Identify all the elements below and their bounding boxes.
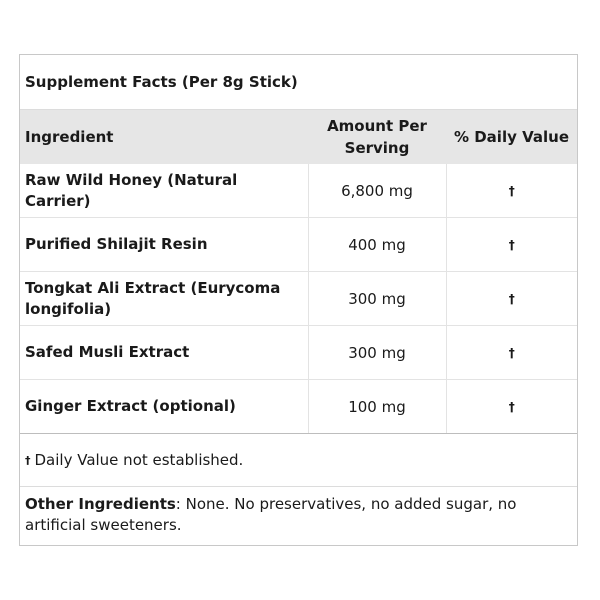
panel-title: Supplement Facts (Per 8g Stick) xyxy=(20,55,577,110)
ingredient-name: Tongkat Ali Extract (Eurycoma longifolia) xyxy=(20,272,308,326)
daily-value-dagger: † xyxy=(446,218,577,272)
table-row xyxy=(20,272,577,326)
ingredient-amount: 100 mg xyxy=(308,380,446,434)
ingredient-amount: 300 mg xyxy=(308,326,446,380)
other-ingredients-label: Other Ingredients xyxy=(25,495,176,513)
other-ingredients-text: : None. No preservatives, no added sugar, no artificial sweeteners. xyxy=(25,495,517,534)
daily-value-dagger: † xyxy=(446,272,577,326)
footnote-text: Daily Value not established. xyxy=(34,451,244,469)
daily-value-footnote xyxy=(20,434,577,487)
ingredient-name: Purified Shilajit Resin xyxy=(20,218,308,272)
ingredient-amount: 400 mg xyxy=(308,218,446,272)
footnote-dagger: † xyxy=(25,453,31,467)
ingredient-name: Ginger Extract (optional) xyxy=(20,380,308,434)
daily-value-dagger: † xyxy=(446,164,577,218)
table-row xyxy=(20,218,577,272)
table-header-row xyxy=(20,110,577,164)
ingredient-name: Safed Musli Extract xyxy=(20,326,308,380)
ingredient-amount: 6,800 mg xyxy=(308,164,446,218)
ingredient-name: Raw Wild Honey (Natural Carrier) xyxy=(20,164,308,218)
header-amount-per-serving: Amount Per Serving xyxy=(308,110,446,164)
supplement-facts-panel xyxy=(19,54,578,546)
table-row xyxy=(20,164,577,218)
table-row xyxy=(20,326,577,380)
facts-table xyxy=(20,110,577,434)
table-row xyxy=(20,380,577,434)
daily-value-dagger: † xyxy=(446,326,577,380)
daily-value-dagger: † xyxy=(446,380,577,434)
header-daily-value: % Daily Value xyxy=(446,110,577,164)
other-ingredients xyxy=(20,487,577,545)
header-ingredient: Ingredient xyxy=(20,110,308,164)
ingredient-amount: 300 mg xyxy=(308,272,446,326)
